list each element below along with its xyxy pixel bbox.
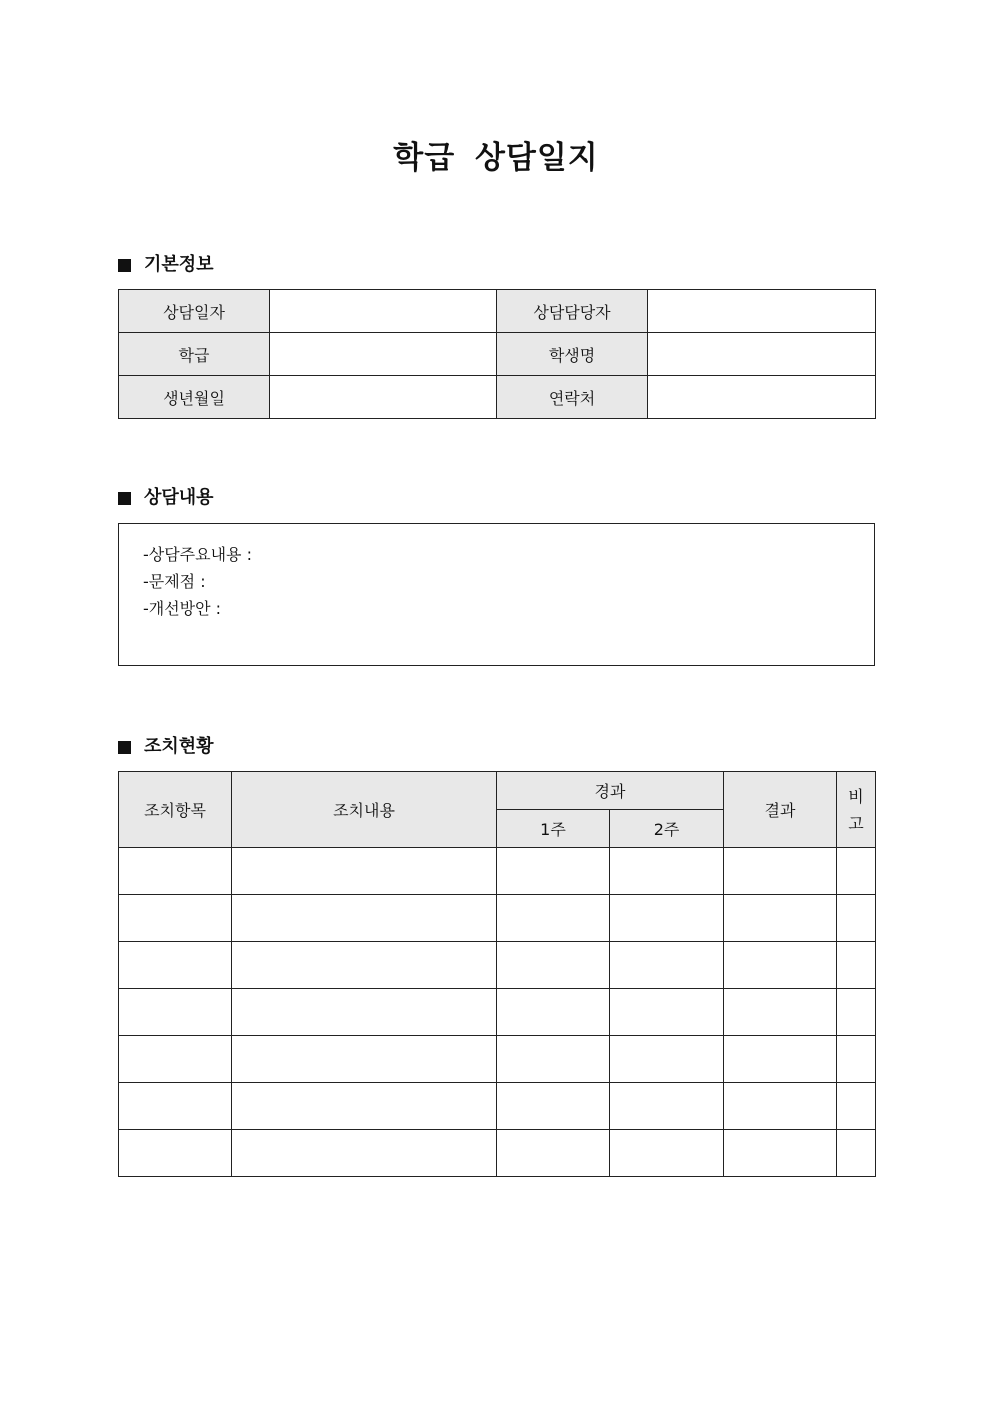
header-note-top: 비	[848, 786, 864, 806]
cell-action-item[interactable]	[119, 989, 232, 1036]
header-action-item: 조치항목	[119, 772, 232, 848]
cell-note[interactable]	[837, 1036, 876, 1083]
cell-action-item[interactable]	[119, 1036, 232, 1083]
student-name-field[interactable]	[648, 333, 876, 376]
table-row	[119, 290, 876, 333]
section-content-heading	[118, 486, 214, 510]
cell-action-item[interactable]	[119, 895, 232, 942]
cell-week-1[interactable]	[497, 848, 610, 895]
cell-week-2[interactable]	[610, 989, 724, 1036]
table-row	[119, 376, 876, 419]
action-status-table	[118, 771, 876, 1177]
contact-field[interactable]	[648, 376, 876, 419]
table-row	[119, 848, 876, 895]
section-basic-info-label: 기본정보	[144, 254, 214, 275]
table-row	[119, 1130, 876, 1177]
basic-info-table	[118, 289, 876, 419]
page-title: 학급 상담일지	[393, 140, 599, 176]
cell-week-2[interactable]	[610, 942, 724, 989]
section-action-label: 조치현황	[144, 736, 214, 757]
cell-result[interactable]	[724, 989, 837, 1036]
cell-week-2[interactable]	[610, 1036, 724, 1083]
header-action-detail: 조치내용	[232, 772, 497, 848]
cell-result[interactable]	[724, 1130, 837, 1177]
table-header-row	[119, 772, 876, 810]
header-note	[837, 772, 876, 848]
counselor-field[interactable]	[648, 290, 876, 333]
table-row	[119, 989, 876, 1036]
date-label: 상담일자	[119, 290, 270, 333]
cell-note[interactable]	[837, 942, 876, 989]
problem-line: -문제점 :	[143, 572, 206, 591]
contact-label: 연락처	[497, 376, 648, 419]
cell-action-detail[interactable]	[232, 989, 497, 1036]
square-bullet-icon	[118, 741, 131, 754]
section-basic-info-heading	[118, 253, 214, 277]
square-bullet-icon	[118, 259, 131, 272]
cell-week-1[interactable]	[497, 942, 610, 989]
counseling-content-box[interactable]	[118, 523, 875, 666]
cell-note[interactable]	[837, 989, 876, 1036]
cell-result[interactable]	[724, 1083, 837, 1130]
improvement-line: -개선방안 :	[143, 599, 222, 618]
cell-result[interactable]	[724, 942, 837, 989]
header-note-bottom: 고	[848, 813, 864, 833]
cell-action-item[interactable]	[119, 1130, 232, 1177]
table-row	[119, 1036, 876, 1083]
header-progress: 경과	[497, 772, 724, 810]
cell-action-detail[interactable]	[232, 1083, 497, 1130]
cell-week-2[interactable]	[610, 1130, 724, 1177]
date-field[interactable]	[270, 290, 497, 333]
cell-note[interactable]	[837, 1130, 876, 1177]
cell-action-detail[interactable]	[232, 1036, 497, 1083]
header-week-2: 2주	[610, 810, 724, 848]
main-content-line: -상담주요내용 :	[143, 545, 252, 564]
cell-action-item[interactable]	[119, 942, 232, 989]
cell-week-2[interactable]	[610, 895, 724, 942]
table-row	[119, 1083, 876, 1130]
cell-action-item[interactable]	[119, 1083, 232, 1130]
cell-week-1[interactable]	[497, 895, 610, 942]
cell-action-detail[interactable]	[232, 1130, 497, 1177]
cell-week-1[interactable]	[497, 989, 610, 1036]
cell-result[interactable]	[724, 1036, 837, 1083]
student-name-label: 학생명	[497, 333, 648, 376]
cell-action-detail[interactable]	[232, 895, 497, 942]
cell-week-1[interactable]	[497, 1083, 610, 1130]
class-field[interactable]	[270, 333, 497, 376]
birth-date-label: 생년월일	[119, 376, 270, 419]
cell-action-detail[interactable]	[232, 848, 497, 895]
cell-week-1[interactable]	[497, 1036, 610, 1083]
counselor-label: 상담담당자	[497, 290, 648, 333]
cell-week-2[interactable]	[610, 848, 724, 895]
cell-result[interactable]	[724, 895, 837, 942]
cell-note[interactable]	[837, 848, 876, 895]
cell-action-detail[interactable]	[232, 942, 497, 989]
cell-action-item[interactable]	[119, 848, 232, 895]
table-row	[119, 942, 876, 989]
section-action-heading	[118, 735, 214, 759]
cell-result[interactable]	[724, 848, 837, 895]
header-result: 결과	[724, 772, 837, 848]
birth-date-field[interactable]	[270, 376, 497, 419]
class-label: 학급	[119, 333, 270, 376]
table-row	[119, 333, 876, 376]
header-week-1: 1주	[497, 810, 610, 848]
table-row	[119, 895, 876, 942]
cell-week-2[interactable]	[610, 1083, 724, 1130]
cell-note[interactable]	[837, 1083, 876, 1130]
cell-note[interactable]	[837, 895, 876, 942]
section-content-label: 상담내용	[144, 487, 214, 508]
cell-week-1[interactable]	[497, 1130, 610, 1177]
square-bullet-icon	[118, 492, 131, 505]
